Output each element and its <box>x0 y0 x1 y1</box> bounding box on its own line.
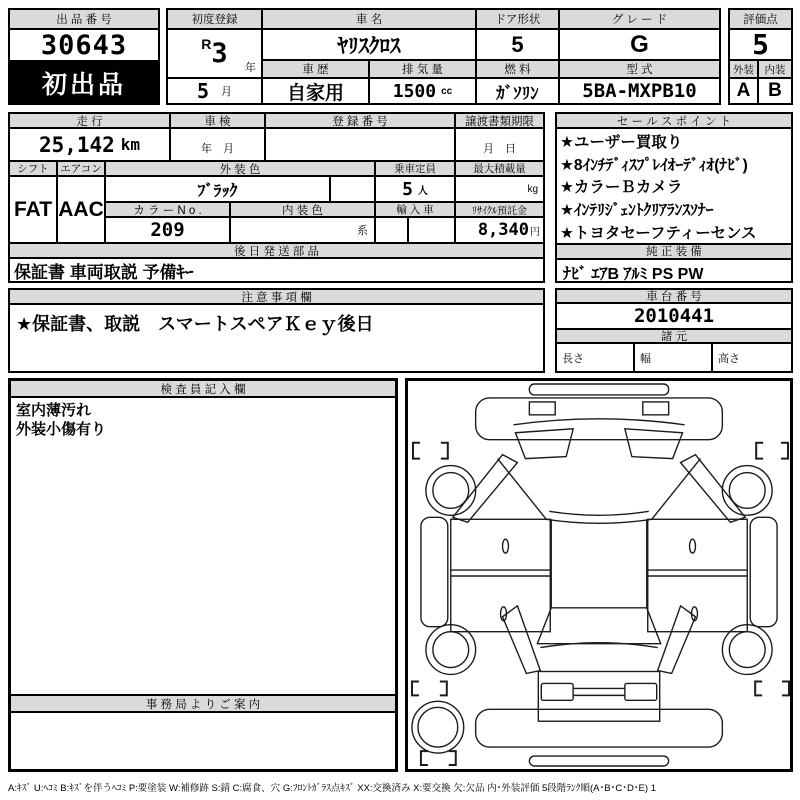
sales-points-list <box>557 129 791 245</box>
capacity-cell <box>376 177 456 203</box>
dimensions-label: 諸 元 <box>557 330 791 344</box>
inspector-notes-content <box>11 398 395 696</box>
import-car-cell-1 <box>376 218 409 244</box>
first-reg-era: R <box>201 36 212 52</box>
displacement-label: 排 気 量 <box>370 61 477 79</box>
inspector-note-line: 外装小傷有り <box>16 421 107 438</box>
exterior-color-label: 外 装 色 <box>106 162 376 177</box>
door-label: ドア形状 <box>477 10 560 30</box>
mileage-unit: km <box>120 135 141 154</box>
capacity-unit: 人 <box>417 185 428 197</box>
import-car-label: 輸 入 車 <box>376 203 456 218</box>
car-name-value: ﾔﾘｽｸﾛｽ <box>263 30 477 61</box>
grade-label: グ レ ー ド <box>560 10 719 30</box>
chassis-no-value: 2010441 <box>557 304 791 330</box>
sales-point-item: ★カラーＢカメラ <box>560 179 683 197</box>
history-value: 自家用 <box>263 79 370 103</box>
sales-point-item: ★ｲﾝﾃﾘｼﾞｪﾝﾄｸﾘｱﾗﾝｽｿﾅｰ <box>560 202 714 220</box>
inspection-value: 年 月 <box>171 129 266 162</box>
first-reg-year: 3 <box>211 38 228 69</box>
inspector-notes-label: 検 査 員 記 入 欄 <box>11 381 395 398</box>
height-label: 高さ <box>718 352 740 365</box>
score-box <box>728 8 793 105</box>
car-doors <box>451 519 747 631</box>
car-front-bumper <box>476 384 723 440</box>
car-trunk-rear <box>476 671 723 766</box>
displacement-unit: cc <box>441 85 453 97</box>
shift-label: シフト <box>10 162 58 177</box>
genuine-equipment-label: 純 正 装 備 <box>557 245 791 260</box>
max-load-label: 最大積載量 <box>456 162 543 177</box>
inspection-label: 車 検 <box>171 114 266 129</box>
later-shipping-label: 後 日 発 送 部 品 <box>10 244 543 259</box>
exterior-grade-value: A <box>730 79 759 103</box>
first-reg-month: 5 <box>196 79 210 103</box>
import-car-cell-2 <box>409 218 456 244</box>
sales-points-box <box>555 112 793 283</box>
width-label: 幅 <box>635 344 713 371</box>
car-hood-windshield <box>498 419 701 523</box>
recycle-deposit-unit: 円 <box>530 226 540 238</box>
capacity-label: 乗車定員 <box>376 162 456 177</box>
notes-label: 注 意 事 項 欄 <box>10 290 543 305</box>
score-value: 5 <box>730 30 791 61</box>
shift-value: FAT <box>10 177 58 244</box>
grade-value: G <box>560 30 719 61</box>
displacement-value: 1500 <box>392 80 437 102</box>
recycle-deposit-cell <box>456 218 543 244</box>
inspector-box <box>8 378 398 772</box>
aircon-label: エアコン <box>58 162 106 177</box>
car-spare-tire <box>412 701 464 753</box>
mileage-value: 25,142 <box>38 132 115 157</box>
interior-color-label: 内 装 色 <box>231 203 376 218</box>
model-label: 型 式 <box>560 61 719 79</box>
car-rear-window <box>537 608 660 648</box>
sales-points-label: セ ー ル ス ポ イ ン ト <box>557 114 791 129</box>
interior-color-value: 系 <box>231 218 376 244</box>
office-info-content <box>11 713 395 769</box>
fuel-value: ｶﾞｿﾘﾝ <box>477 79 560 103</box>
auction-number-box <box>8 8 160 105</box>
car-diagram-box <box>405 378 793 772</box>
office-info-label: 事 務 局 よ り ご 案 内 <box>11 696 395 713</box>
car-pillar-wedges <box>453 455 745 674</box>
sales-point-item: ★ユーザー買取り <box>560 134 683 152</box>
inspector-note-line: 室内薄汚れ <box>16 402 92 419</box>
genuine-equipment-value: ﾅﾋﾞ ｴｱB ｱﾙﾐ PS PW <box>563 266 704 284</box>
recycle-deposit-value: 8,340 <box>477 220 529 240</box>
first-reg-month-unit: 月 <box>221 86 233 98</box>
displacement-cell <box>370 79 477 103</box>
reg-no-value <box>266 129 456 162</box>
mileage-cell <box>10 129 171 162</box>
recycle-deposit-label: ﾘｻｲｸﾙ預託金 <box>456 203 543 218</box>
first-reg-year-unit: 年 <box>245 62 256 74</box>
aircon-value: AAC <box>58 177 106 244</box>
interior-grade-value: B <box>768 80 782 101</box>
first-reg-year-cell <box>168 30 263 79</box>
legend-footnote: A:ｷｽﾞ U:ﾍｺﾐ B:ｷｽﾞを伴うﾍｺﾐ P:要塗装 W:補修跡 S:錆 C:腐食、穴 G:ﾌﾛﾝﾄｶﾞﾗｽ点ｷｽﾞ XX:交換済み X:要交換 欠:欠品 内･外装評価 5段階ﾗﾝｸ順(A･B･C･D･E) 1 <box>8 783 656 794</box>
exterior-grade-label: 外装 <box>730 61 759 79</box>
vehicle-info-table <box>8 112 545 283</box>
transfer-docs-label: 譲渡書類期限 <box>456 114 543 129</box>
first-listing-badge: 初出品 <box>10 62 158 103</box>
mileage-label: 走 行 <box>10 114 171 129</box>
auction-number-label: 出 品 番 号 <box>10 10 158 30</box>
reg-no-label: 登 録 番 号 <box>266 114 456 129</box>
chassis-box <box>555 288 793 373</box>
score-label: 評価点 <box>730 10 791 30</box>
history-label: 車 歴 <box>263 61 370 79</box>
color-no-value: 209 <box>106 218 231 244</box>
notes-box <box>8 288 545 373</box>
later-shipping-value: 保証書 車両取説 予備ｷｰ <box>14 262 194 281</box>
sales-point-item: ★8ｲﾝﾁﾃﾞｨｽﾌﾟﾚｲｵｰﾃﾞｨｵ(ﾅﾋﾞ) <box>560 156 748 174</box>
car-roof-cabin <box>551 519 647 608</box>
model-value: 5BA-MXPB10 <box>582 80 697 102</box>
exterior-color-value: ﾌﾞﾗｯｸ <box>106 177 331 203</box>
length-label: 長さ <box>557 344 635 371</box>
first-reg-month-cell <box>168 79 263 103</box>
notes-value: ★保証書、取説 スマートスペアＫｅｙ後日 <box>16 314 374 334</box>
color-no-label: カ ラ ー N o . <box>106 203 231 218</box>
first-reg-label: 初度登録 <box>168 10 263 30</box>
car-side-sills <box>421 517 777 626</box>
max-load-unit: kg <box>456 177 543 203</box>
car-top-view-diagram <box>408 381 790 769</box>
door-value: 5 <box>477 30 560 61</box>
capacity-value: 5 <box>402 178 413 200</box>
transfer-docs-value: 月 日 <box>456 129 543 162</box>
sales-point-item: ★トヨタセーフティーセンス <box>560 224 757 242</box>
interior-grade-label: 内装 <box>759 61 791 79</box>
chassis-no-label: 車 台 番 号 <box>557 290 791 304</box>
auction-number-value: 30643 <box>10 30 158 62</box>
exterior-color-extra-cell <box>331 177 376 203</box>
vehicle-header-table <box>166 8 721 105</box>
car-name-label: 車 名 <box>263 10 477 30</box>
fuel-label: 燃 料 <box>477 61 560 79</box>
